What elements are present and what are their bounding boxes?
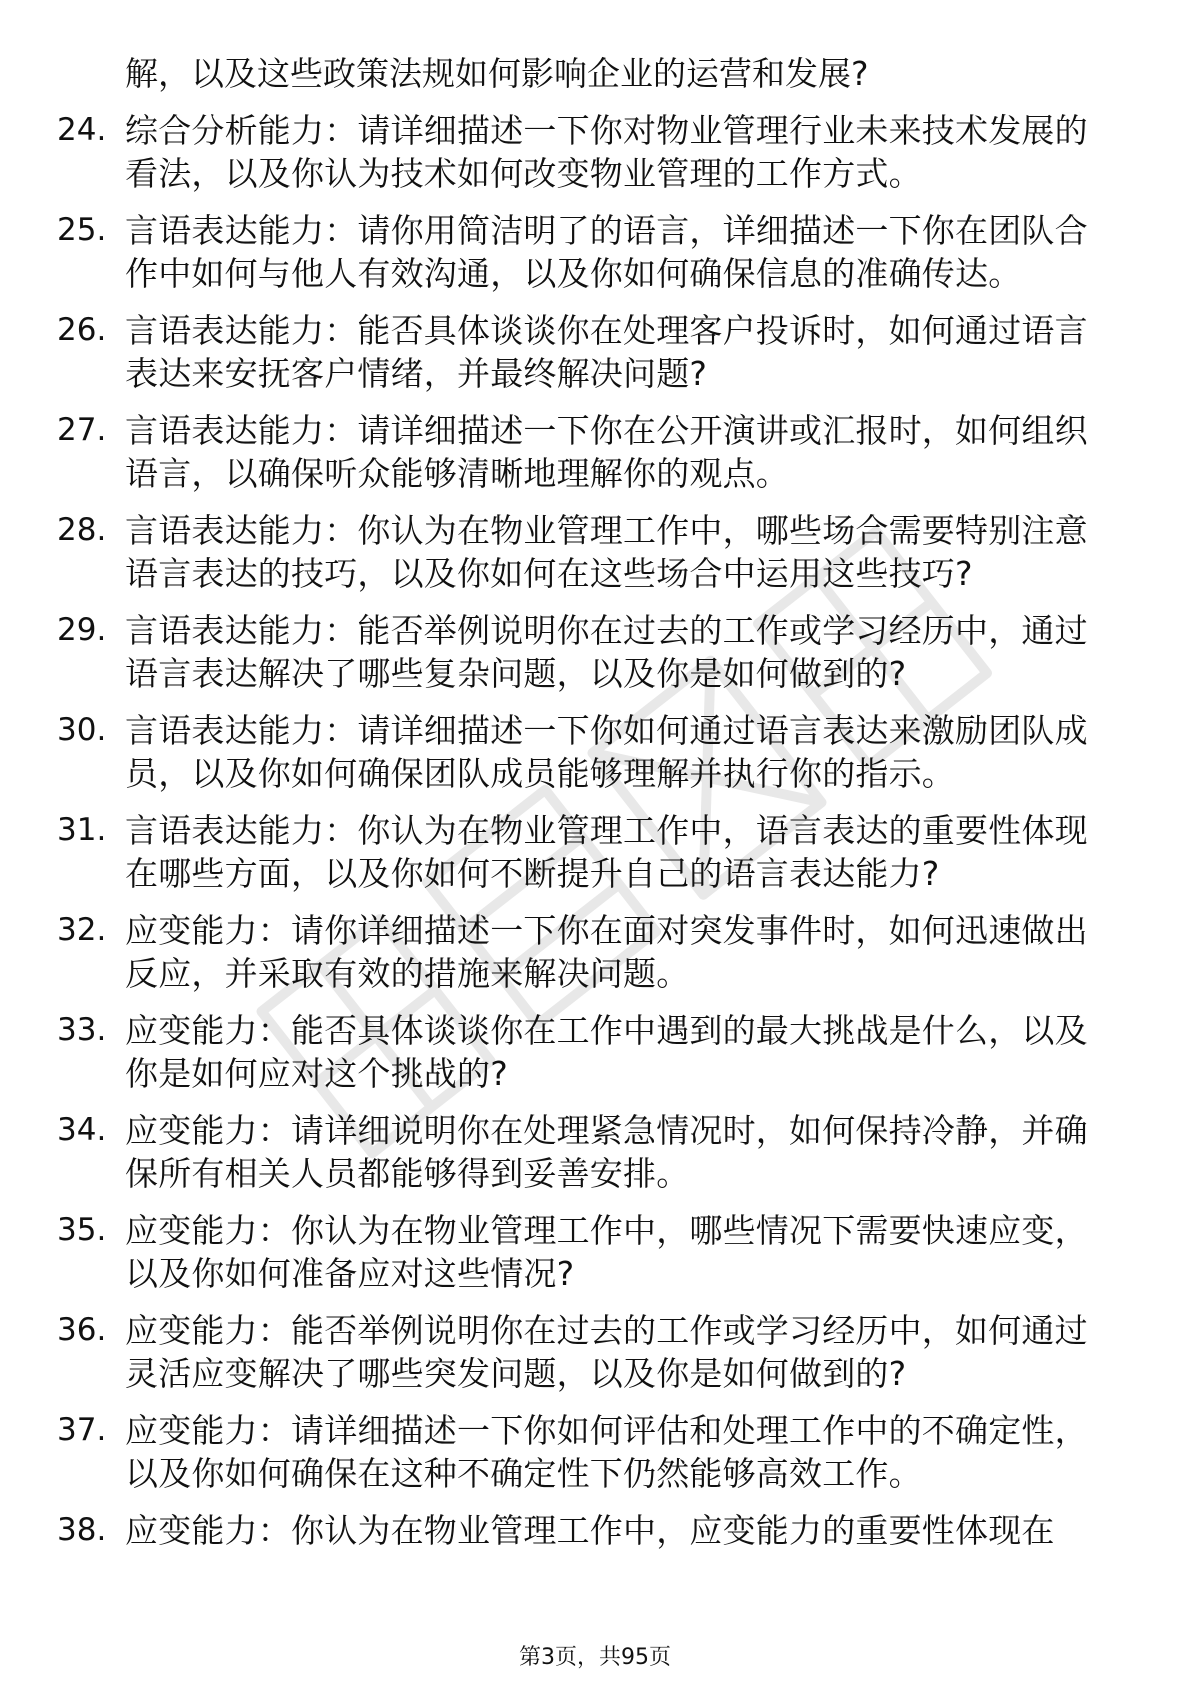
question-number: 25.: [57, 212, 107, 248]
page-footer: 第3页，共95页: [519, 1645, 671, 1670]
question-number: 28.: [57, 512, 107, 548]
question-number: 36.: [57, 1312, 107, 1348]
question-text: 应变能力：请详细描述一下你如何评估和处理工作中的不确定性，以及你如何确保在这种不确定性下仍然能够高效工作。: [125, 1411, 1088, 1493]
question-number: 37.: [57, 1412, 107, 1448]
question-item: [57, 409, 1107, 495]
question-item: [57, 709, 1107, 795]
question-text: 综合分析能力：请详细描述一下你对物业管理行业未来技术发展的看法，以及你认为技术如何改变物业管理的工作方式。: [125, 111, 1088, 193]
question-number: 30.: [57, 712, 107, 748]
question-text: 应变能力：你认为在物业管理工作中，应变能力的重要性体现在: [125, 1511, 1055, 1550]
question-number: 26.: [57, 312, 107, 348]
question-item: [57, 109, 1107, 195]
question-text: 应变能力：你认为在物业管理工作中，哪些情况下需要快速应变，以及你如何准备应对这些情况?: [125, 1211, 1088, 1293]
question-text: 应变能力：请详细说明你在处理紧急情况时，如何保持冷静，并确保所有相关人员都能够得到妥善安排。: [125, 1111, 1088, 1193]
question-item: [57, 1509, 1107, 1552]
question-number: 33.: [57, 1012, 107, 1048]
question-text: 言语表达能力：你认为在物业管理工作中，语言表达的重要性体现在哪些方面，以及你如何不断提升自己的语言表达能力?: [125, 811, 1088, 893]
question-item: [57, 1009, 1107, 1095]
question-item: [57, 809, 1107, 895]
question-text: 言语表达能力：能否举例说明你在过去的工作或学习经历中，通过语言表达解决了哪些复杂问题，以及你是如何做到的?: [125, 611, 1088, 693]
question-item: [57, 509, 1107, 595]
question-text: 应变能力：能否具体谈谈你在工作中遇到的最大挑战是什么，以及你是如何应对这个挑战的?: [125, 1011, 1088, 1093]
question-number: 27.: [57, 412, 107, 448]
question-number: 31.: [57, 812, 107, 848]
question-list: [57, 52, 1107, 1566]
question-item: [57, 209, 1107, 295]
question-item: [57, 609, 1107, 695]
question-text: 应变能力：能否举例说明你在过去的工作或学习经历中，如何通过灵活应变解决了哪些突发问题，以及你是如何做到的?: [125, 1311, 1088, 1393]
question-number: 38.: [57, 1512, 107, 1548]
question-item: [57, 309, 1107, 395]
question-item: [57, 1409, 1107, 1495]
question-item: [57, 909, 1107, 995]
question-number: 32.: [57, 912, 107, 948]
continuation-line: 解，以及这些政策法规如何影响企业的运营和发展?: [125, 54, 869, 93]
question-number: 24.: [57, 112, 107, 148]
question-text: 言语表达能力：你认为在物业管理工作中，哪些场合需要特别注意语言表达的技巧，以及你如何在这些场合中运用这些技巧?: [125, 511, 1088, 593]
question-text: 应变能力：请你详细描述一下你在面对突发事件时，如何迅速做出反应，并采取有效的措施来解决问题。: [125, 911, 1088, 993]
question-item: [57, 1309, 1107, 1395]
question-number: 29.: [57, 612, 107, 648]
question-text: 言语表达能力：请详细描述一下你如何通过语言表达来激励团队成员，以及你如何确保团队成员能够理解并执行你的指示。: [125, 711, 1088, 793]
question-number: 34.: [57, 1112, 107, 1148]
question-item: [57, 1209, 1107, 1295]
question-item: [57, 1109, 1107, 1195]
question-text: 言语表达能力：能否具体谈谈你在处理客户投诉时，如何通过语言表达来安抚客户情绪，并最终解决问题?: [125, 311, 1088, 393]
question-text: 言语表达能力：请详细描述一下你在公开演讲或汇报时，如何组织语言，以确保听众能够清晰地理解你的观点。: [125, 411, 1088, 493]
question-text: 言语表达能力：请你用简洁明了的语言，详细描述一下你在团队合作中如何与他人有效沟通，以及你如何确保信息的准确传达。: [125, 211, 1088, 293]
question-number: 35.: [57, 1212, 107, 1248]
